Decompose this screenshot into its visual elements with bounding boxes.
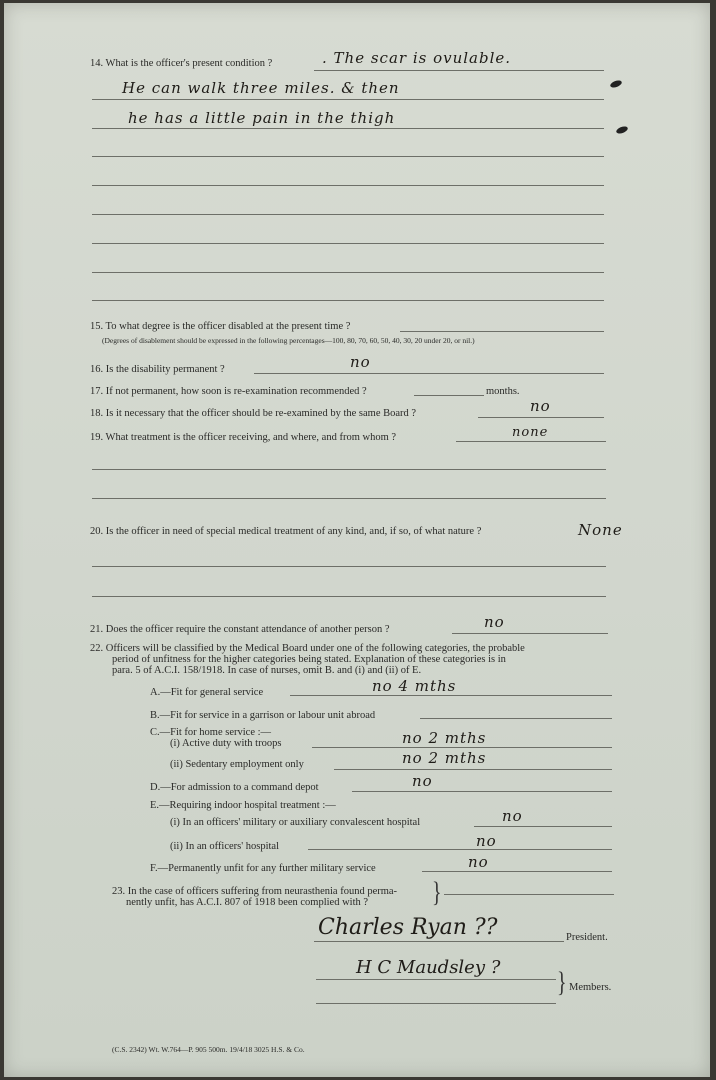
category-f-label: F.—Permanently unfit for any further military service [150,863,376,874]
blank-rule [92,156,604,157]
category-c2-answer: no 2 mths [402,749,487,767]
q19-label: 19. What treatment is the officer receiving, and where, and from whom ? [90,432,397,443]
form-page [4,3,710,1077]
members-label: Members. [569,982,612,993]
category-f-answer: no [468,853,489,871]
blank-rule [92,272,604,273]
punch-hole-top [609,79,622,89]
q14-answer-line2: He can walk three miles. & then [122,79,400,97]
category-c1-rule [312,747,612,748]
blank-rule [92,596,606,597]
category-c1-answer: no 2 mths [402,729,487,747]
members-brace: } [557,967,567,999]
q22-intro-line3: para. 5 of A.C.I. 158/1918. In case of nurses, omit B. and (i) and (ii) of E. [112,665,422,676]
category-d-label: D.—For admission to a command depot [150,782,319,793]
member-signature: H C Maudsley ? [356,957,501,978]
category-a-answer: no 4 mths [372,677,457,695]
category-c1-label: (i) Active duty with troops [170,738,282,749]
q19-answer: none [512,425,549,440]
category-b-rule [420,718,612,719]
category-c2-label: (ii) Sedentary employment only [170,759,304,770]
member-rule [316,1003,556,1004]
q15-rule [400,331,604,332]
category-e2-answer: no [476,832,497,850]
blank-rule [92,566,606,567]
category-e1-answer: no [502,807,523,825]
category-a-rule [290,695,612,696]
q18-rule [478,417,604,418]
q20-label: 20. Is the officer in need of special medical treatment of any kind, and, if so, of what nature ? [90,526,482,537]
category-e1-rule [474,826,612,827]
q17-rule [414,395,484,396]
q14-rule [92,99,604,100]
q17-suffix: months. [486,386,520,397]
punch-hole-bottom [615,125,628,135]
category-e-label: E.—Requiring indoor hospital treatment :— [150,800,336,811]
category-e2-label: (ii) In an officers' hospital [170,841,279,852]
blank-rule [92,300,604,301]
q15-note: (Degrees of disablement should be expressed in the following percentages—100, 80, 70, 60, 50, 40, 30, 20 under 20, or nil.) [102,336,475,345]
president-rule [314,941,564,942]
q21-answer: no [484,613,505,631]
footer-imprint: (C.S. 2342) Wt. W.764—P. 905 500m. 19/4/18 3025 H.S. & Co. [112,1045,305,1054]
category-a-label: A.—Fit for general service [150,687,264,698]
q18-answer: no [530,397,551,415]
q22-intro-line1: 22. Officers will be classified by the Medical Board under one of the following categories, the probable [90,643,525,654]
blank-rule [92,498,606,499]
q19-rule [456,441,606,442]
q23-label-line2: nently unfit, has A.C.I. 807 of 1918 been complied with ? [126,897,369,908]
q14-rule [314,70,604,71]
blank-rule [92,243,604,244]
category-d-rule [352,791,612,792]
q22-intro-line2: period of unfitness for the higher categories being stated. Explanation of these categories is in [112,654,506,665]
q16-answer: no [350,353,371,371]
q21-label: 21. Does the officer require the constant attendance of another person ? [90,624,390,635]
category-c-label: C.—Fit for home service :— [150,727,272,738]
q23-rule [444,894,614,895]
q14-label: 14. What is the officer's present condition ? [90,58,273,69]
q14-rule [92,128,604,129]
q17-label: 17. If not permanent, how soon is re-examination recommended ? [90,386,367,397]
q23-label-line1: 23. In the case of officers suffering from neurasthenia found perma- [112,886,398,897]
category-b-label: B.—Fit for service in a garrison or labour unit abroad [150,710,376,721]
q15-label: 15. To what degree is the officer disabled at the present time ? [90,321,351,332]
category-e1-label: (i) In an officers' military or auxiliary convalescent hospital [170,817,421,828]
blank-rule [92,469,606,470]
q14-answer-line1: . The scar is ovulable. [322,49,512,67]
q20-answer: None [578,521,623,539]
category-c2-rule [334,769,612,770]
q21-rule [452,633,608,634]
category-f-rule [422,871,612,872]
q18-label: 18. Is it necessary that the officer should be re-examined by the same Board ? [90,408,417,419]
q23-brace: } [432,877,442,909]
category-d-answer: no [412,772,433,790]
member-rule [316,979,556,980]
q16-label: 16. Is the disability permanent ? [90,364,225,375]
president-label: President. [566,932,608,943]
q14-answer-line3: he has a little pain in the thigh [128,109,396,127]
blank-rule [92,214,604,215]
q16-rule [254,373,604,374]
president-signature: Charles Ryan ?? [318,915,498,940]
category-e2-rule [308,849,612,850]
blank-rule [92,185,604,186]
